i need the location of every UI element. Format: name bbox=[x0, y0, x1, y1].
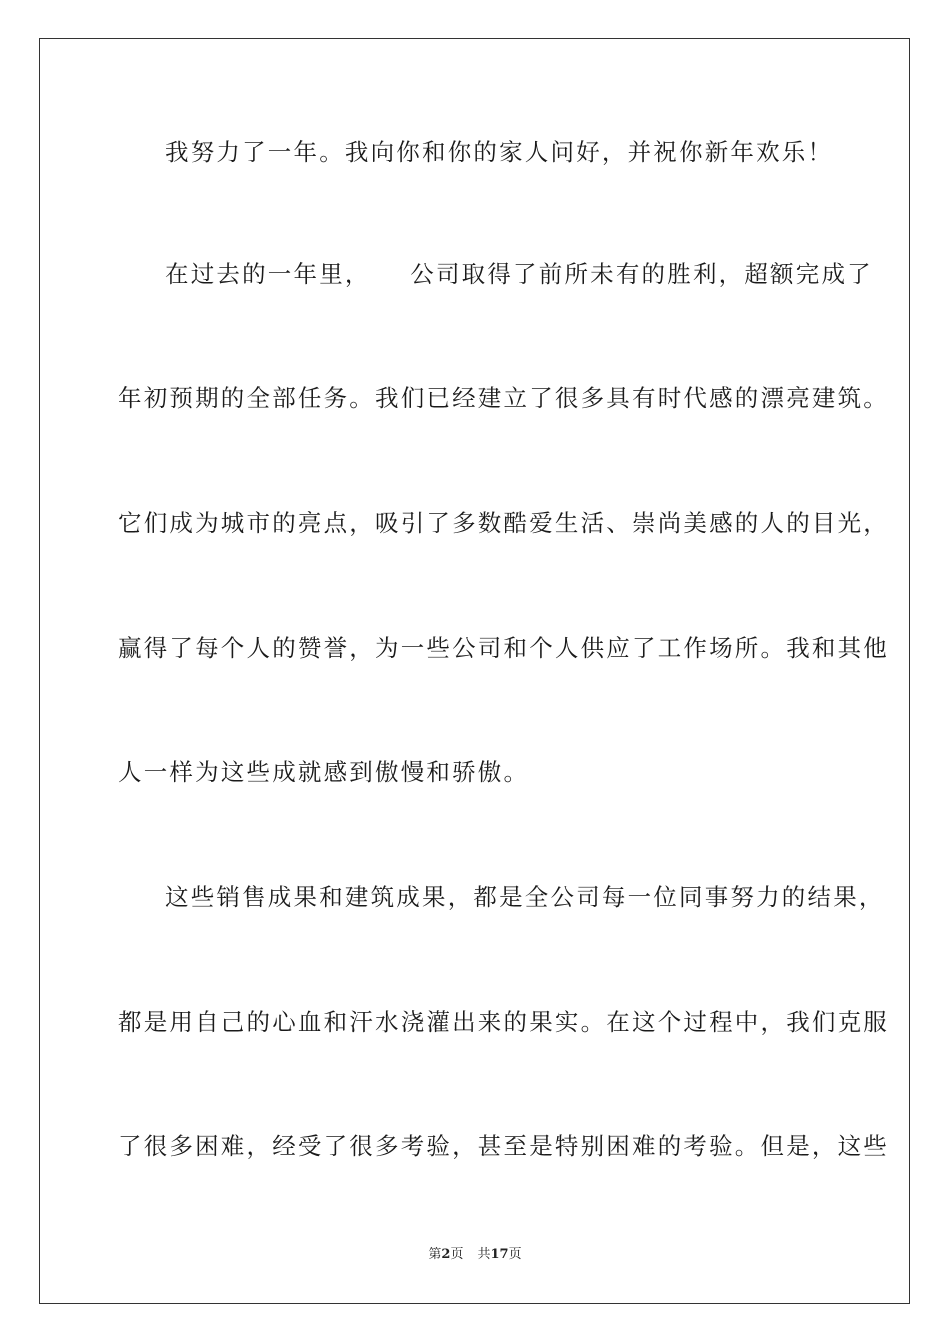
footer-page-suffix: 页 bbox=[450, 1247, 464, 1262]
text-line-5: 赢得了每个人的赞誉，为一些公司和个人供应了工作场所。我和其他 bbox=[118, 634, 889, 662]
page-footer bbox=[0, 1246, 950, 1264]
text-line-7: 这些销售成果和建筑成果，都是全公司每一位同事努力的结果， bbox=[165, 883, 885, 911]
footer-total-pages: 17 bbox=[490, 1247, 509, 1262]
text-line-8: 都是用自己的心血和汗水浇灌出来的果实。在这个过程中，我们克服 bbox=[118, 1008, 889, 1036]
text-line-6: 人一样为这些成就感到傲慢和骄傲。 bbox=[118, 758, 530, 786]
text-line-2: 在过去的一年里， 公司取得了前所未有的胜利，超额完成了 bbox=[165, 260, 873, 288]
text-line-4: 它们成为城市的亮点，吸引了多数酷爱生活、崇尚美感的人的目光， bbox=[118, 509, 889, 537]
text-line-1: 我努力了一年。我向你和你的家人问好，并祝你新年欢乐！ bbox=[165, 138, 834, 166]
footer-total-prefix: 共 bbox=[477, 1247, 491, 1262]
footer-page-prefix: 第 bbox=[428, 1247, 442, 1262]
page-frame bbox=[39, 38, 910, 1304]
footer-page-number: 2 bbox=[441, 1247, 451, 1262]
text-line-9: 了很多困难，经受了很多考验，甚至是特别困难的考验。但是，这些 bbox=[118, 1132, 889, 1160]
footer-total-suffix: 页 bbox=[508, 1247, 522, 1262]
text-line-3: 年初预期的全部任务。我们已经建立了很多具有时代感的漂亮建筑。 bbox=[118, 384, 889, 412]
